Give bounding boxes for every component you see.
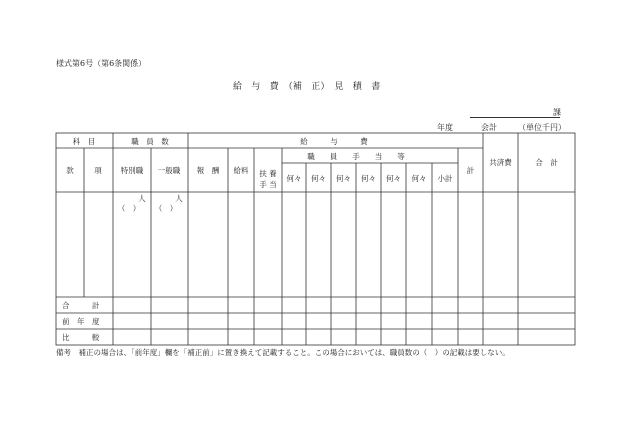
tokubetsu-nin: 人 [138,194,146,203]
header-shokuin-su: 職 員 数 [131,137,169,146]
header-kyuyohi: 給 与 費 [300,137,368,146]
footer-row-hikaku: 比 較 [62,333,100,342]
header-kamoku: 科 目 [72,137,96,146]
header-kyosaihi: 共済費 [489,158,512,167]
header-ippan: 一般職 [157,166,181,175]
header-fuyo-line1: 扶 養 [259,169,277,178]
year-label: 年度 [437,123,453,132]
header-nanika-6: 何々 [411,174,427,183]
header-tokubetsu: 特別職 [120,166,144,175]
header-gokei: 合 計 [535,158,558,167]
form-number: 様式第6号（第6条関係） [56,59,147,68]
header-shokei: 小計 [437,174,453,183]
header-teate: 職 員 手 当 等 [307,152,405,161]
header-kan: 款 [66,166,74,175]
account-label: 会計 [481,123,497,132]
header-fuyo-line2: 手 当 [259,180,277,189]
tokubetsu-paren: （ ） [117,204,141,213]
header-hoshu: 報 酬 [196,166,220,175]
header-kyuryo: 給料 [233,166,249,175]
ippan-paren: （ ） [154,204,178,213]
unit-label: （単位千円） [518,123,566,132]
header-nanika-5: 何々 [386,174,401,183]
header-nanika-2: 何々 [311,174,326,183]
footer-row-zennendo: 前 年 度 [62,317,100,326]
header-nanika-3: 何々 [336,174,351,183]
remarks-note: 備考 補正の場合は、「前年度」欄を「補正前」に置き換えて記載すること。この場合においては、職員数の（ ）の記載は要しない。 [56,348,510,357]
header-nanika-1: 何々 [286,174,302,183]
header-nanika-4: 何々 [361,174,376,183]
footer-row-gokei: 合 計 [62,301,100,310]
header-kou: 項 [94,166,102,175]
ka-label: 課 [553,108,561,117]
document-title: 給 与 費 （補 正） 見 積 書 [233,82,381,92]
header-kei: 計 [466,166,475,175]
ippan-nin: 人 [175,194,183,203]
